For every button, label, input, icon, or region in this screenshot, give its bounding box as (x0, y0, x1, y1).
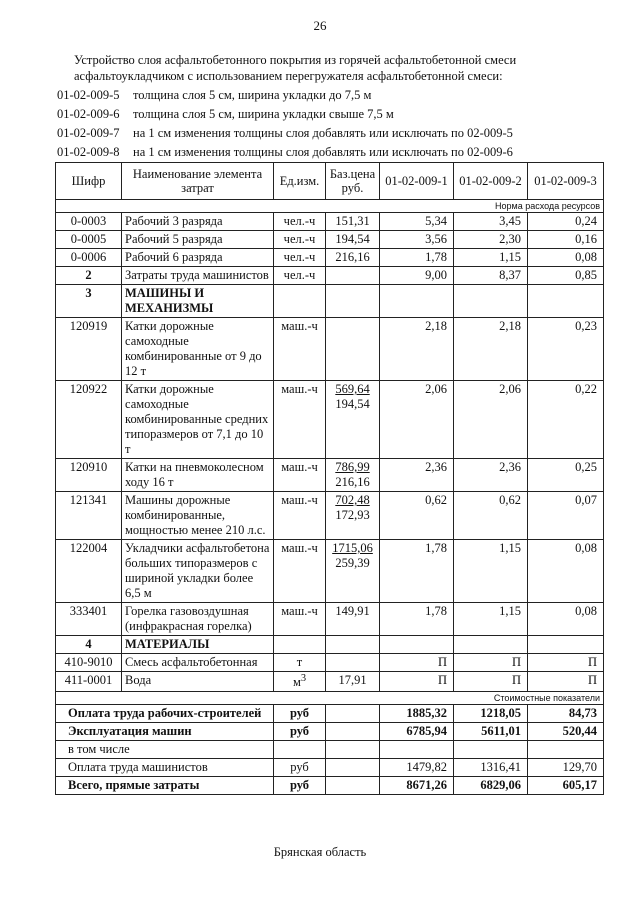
row-price (326, 318, 380, 381)
row-unit (274, 318, 326, 381)
row-value-3: 0,23 (528, 318, 604, 381)
row-value-1: П (380, 672, 454, 692)
table-row (56, 654, 604, 672)
code-description: на 1 см изменения толщины слоя добавлять или исключать по 02-009-6 (133, 145, 513, 159)
row-price (326, 654, 380, 672)
price-primary: 194,54 (335, 232, 370, 246)
row-value-2 (454, 636, 528, 654)
unit-superscript: 3 (300, 673, 307, 684)
summary-row (56, 777, 604, 795)
row-name: Рабочий 5 разряда (122, 231, 274, 249)
row-unit (274, 636, 326, 654)
row-value-1: 2,18 (380, 318, 454, 381)
row-unit (274, 381, 326, 459)
summary-row (56, 759, 604, 777)
summary-value-1: 1885,32 (380, 705, 454, 723)
resource-table (55, 162, 604, 795)
summary-price (326, 741, 380, 759)
price-primary: 17,91 (338, 673, 367, 687)
table-row (56, 459, 604, 492)
code-list-item (57, 124, 513, 143)
price-primary: 149,91 (335, 604, 370, 618)
page-number: 26 (313, 18, 327, 33)
row-unit (274, 672, 326, 692)
code-list (57, 86, 513, 162)
row-value-3: 0,85 (528, 267, 604, 285)
row-value-1: 0,62 (380, 492, 454, 540)
row-name: Вода (122, 672, 274, 692)
row-unit (274, 459, 326, 492)
row-name: Рабочий 3 разряда (122, 213, 274, 231)
row-value-1: 5,34 (380, 213, 454, 231)
norm-label-row (56, 200, 604, 213)
price-primary: 216,16 (335, 250, 370, 264)
row-value-2: 2,18 (454, 318, 528, 381)
table-row (56, 603, 604, 636)
summary-value-3: 84,73 (528, 705, 604, 723)
row-price (326, 231, 380, 249)
summary-row (56, 705, 604, 723)
row-value-3: П (528, 654, 604, 672)
summary-price (326, 705, 380, 723)
price-secondary: 259,39 (335, 556, 370, 570)
row-value-2: 2,06 (454, 381, 528, 459)
row-price (326, 459, 380, 492)
row-value-1: 3,56 (380, 231, 454, 249)
header-unit: Ед.изм. (274, 163, 326, 200)
row-name: Катки на пневмоколесном ходу 16 т (122, 459, 274, 492)
summary-value-2: 5611,01 (454, 723, 528, 741)
code-list-item (57, 105, 513, 124)
table-row (56, 318, 604, 381)
summary-value-2 (454, 741, 528, 759)
unit-text: маш.-ч (281, 493, 318, 507)
summary-value-1: 6785,94 (380, 723, 454, 741)
price-secondary: 172,93 (335, 508, 370, 522)
summary-value-3 (528, 741, 604, 759)
row-price (326, 603, 380, 636)
row-value-1 (380, 636, 454, 654)
row-name: Катки дорожные самоходные комбинированные от 9 до 12 т (122, 318, 274, 381)
row-value-2: 2,30 (454, 231, 528, 249)
row-value-3: 0,08 (528, 540, 604, 603)
row-code: 120919 (56, 318, 122, 381)
row-value-3: 0,08 (528, 249, 604, 267)
row-code: 0-0005 (56, 231, 122, 249)
unit-text: чел.-ч (283, 250, 316, 264)
summary-value-3: 605,17 (528, 777, 604, 795)
row-name: Машины дорожные комбинированные, мощностью менее 210 л.с. (122, 492, 274, 540)
summary-name: Оплата труда рабочих-строителей (56, 705, 274, 723)
header-col3: 01-02-009-3 (528, 163, 604, 200)
code-description: толщина слоя 5 см, ширина укладки до 7,5 м (133, 88, 372, 102)
summary-value-2: 1218,05 (454, 705, 528, 723)
table-row (56, 267, 604, 285)
row-unit (274, 603, 326, 636)
row-value-2: 8,37 (454, 267, 528, 285)
row-price (326, 213, 380, 231)
row-code: 411-0001 (56, 672, 122, 692)
unit-text: т (296, 655, 303, 669)
code-id: 01-02-009-7 (57, 126, 120, 140)
row-value-3: П (528, 672, 604, 692)
code-id: 01-02-009-6 (57, 107, 120, 121)
unit-text: м (292, 675, 301, 690)
row-value-3 (528, 285, 604, 318)
summary-price (326, 777, 380, 795)
row-price (326, 381, 380, 459)
code-description: толщина слоя 5 см, ширина укладки свыше 7,5 м (133, 107, 394, 121)
row-value-3 (528, 636, 604, 654)
summary-value-2: 6829,06 (454, 777, 528, 795)
row-value-2: 1,15 (454, 249, 528, 267)
price-primary: 151,31 (335, 214, 370, 228)
row-value-1: 2,36 (380, 459, 454, 492)
summary-name: Всего, прямые затраты (56, 777, 274, 795)
summary-unit: руб (274, 723, 326, 741)
row-code: 0-0006 (56, 249, 122, 267)
unit-text: маш.-ч (281, 382, 318, 396)
row-value-3: 0,07 (528, 492, 604, 540)
row-name: Смесь асфальтобетонная (122, 654, 274, 672)
row-code: 4 (56, 636, 122, 654)
table-row (56, 213, 604, 231)
row-value-1 (380, 285, 454, 318)
table-row (56, 672, 604, 692)
unit-text: маш.-ч (281, 541, 318, 555)
unit-text: маш.-ч (281, 319, 318, 333)
row-code: 0-0003 (56, 213, 122, 231)
row-price (326, 285, 380, 318)
unit-text: чел.-ч (283, 214, 316, 228)
row-name: Рабочий 6 разряда (122, 249, 274, 267)
price-primary: 786,99 (335, 460, 370, 474)
row-unit (274, 249, 326, 267)
summary-name: в том числе (56, 741, 274, 759)
summary-row (56, 741, 604, 759)
table-row (56, 492, 604, 540)
row-value-2: П (454, 672, 528, 692)
summary-name: Оплата труда машинистов (56, 759, 274, 777)
price-primary: 1715,06 (332, 541, 373, 555)
row-value-2 (454, 285, 528, 318)
table-row (56, 540, 604, 603)
price-secondary: 194,54 (335, 397, 370, 411)
row-value-3: 0,25 (528, 459, 604, 492)
row-value-2: П (454, 654, 528, 672)
row-code: 3 (56, 285, 122, 318)
row-unit (274, 492, 326, 540)
code-list-item (57, 143, 513, 162)
row-value-2: 2,36 (454, 459, 528, 492)
table-row (56, 636, 604, 654)
table-header-row (56, 163, 604, 200)
price-secondary: 216,16 (335, 475, 370, 489)
cost-label: Стоимостные показатели (56, 692, 604, 705)
header-col2: 01-02-009-2 (454, 163, 528, 200)
summary-price (326, 723, 380, 741)
header-col1: 01-02-009-1 (380, 163, 454, 200)
row-value-3: 0,24 (528, 213, 604, 231)
norm-label: Норма расхода ресурсов (56, 200, 604, 213)
row-value-1: П (380, 654, 454, 672)
row-unit (274, 213, 326, 231)
header-code: Шифр (56, 163, 122, 200)
summary-unit (274, 741, 326, 759)
summary-unit: руб (274, 777, 326, 795)
row-name: Затраты труда машинистов (122, 267, 274, 285)
code-description: на 1 см изменения толщины слоя добавлять или исключать по 02-009-5 (133, 126, 513, 140)
row-value-1: 2,06 (380, 381, 454, 459)
table-row (56, 231, 604, 249)
row-value-1: 1,78 (380, 603, 454, 636)
row-value-2: 3,45 (454, 213, 528, 231)
price-primary: 569,64 (335, 382, 370, 396)
table-row (56, 381, 604, 459)
code-list-item (57, 86, 513, 105)
code-id: 01-02-009-8 (57, 145, 120, 159)
price-primary: 702,48 (335, 493, 370, 507)
row-code: 120922 (56, 381, 122, 459)
table-row (56, 285, 604, 318)
row-code: 121341 (56, 492, 122, 540)
summary-value-3: 129,70 (528, 759, 604, 777)
summary-value-1 (380, 741, 454, 759)
row-price (326, 672, 380, 692)
row-value-1: 1,78 (380, 249, 454, 267)
row-price (326, 492, 380, 540)
row-price (326, 636, 380, 654)
row-value-1: 1,78 (380, 540, 454, 603)
row-name: Укладчики асфальтобетона больших типоразмеров с шириной укладки более 6,5 м (122, 540, 274, 603)
cost-label-row (56, 692, 604, 705)
row-value-1: 9,00 (380, 267, 454, 285)
row-price (326, 267, 380, 285)
unit-text: маш.-ч (281, 460, 318, 474)
unit-text: чел.-ч (283, 268, 316, 282)
row-value-3: 0,16 (528, 231, 604, 249)
row-code: 410-9010 (56, 654, 122, 672)
row-unit (274, 654, 326, 672)
summary-value-3: 520,44 (528, 723, 604, 741)
row-unit (274, 285, 326, 318)
row-unit (274, 267, 326, 285)
row-code: 333401 (56, 603, 122, 636)
table-row (56, 249, 604, 267)
row-name: МАШИНЫ И МЕХАНИЗМЫ (122, 285, 274, 318)
row-value-2: 1,15 (454, 540, 528, 603)
header-price: Баз.цена руб. (326, 163, 380, 200)
row-value-2: 1,15 (454, 603, 528, 636)
row-price (326, 249, 380, 267)
summary-value-1: 8671,26 (380, 777, 454, 795)
summary-price (326, 759, 380, 777)
row-name: Катки дорожные самоходные комбинированные средних типоразмеров от 7,1 до 10 т (122, 381, 274, 459)
footer-region: Брянская область (273, 845, 367, 859)
row-name: МАТЕРИАЛЫ (122, 636, 274, 654)
intro-text: Устройство слоя асфальтобетонного покрытия из горячей асфальтобетонной смеси асфальтоукладчиком с использованием перегружателя асфальтобетонной смеси: (74, 53, 517, 83)
row-name: Горелка газовоздушная (инфракрасная горелка) (122, 603, 274, 636)
row-unit (274, 540, 326, 603)
code-id: 01-02-009-5 (57, 88, 120, 102)
summary-unit: руб (274, 759, 326, 777)
row-code: 122004 (56, 540, 122, 603)
unit-text: маш.-ч (281, 604, 318, 618)
summary-row (56, 723, 604, 741)
unit-text: чел.-ч (283, 232, 316, 246)
row-value-2: 0,62 (454, 492, 528, 540)
row-value-3: 0,08 (528, 603, 604, 636)
row-code: 2 (56, 267, 122, 285)
summary-value-1: 1479,82 (380, 759, 454, 777)
row-price (326, 540, 380, 603)
row-unit (274, 231, 326, 249)
summary-unit: руб (274, 705, 326, 723)
summary-value-2: 1316,41 (454, 759, 528, 777)
row-code: 120910 (56, 459, 122, 492)
header-name: Наименование элемента затрат (122, 163, 274, 200)
summary-name: Эксплуатация машин (56, 723, 274, 741)
row-value-3: 0,22 (528, 381, 604, 459)
